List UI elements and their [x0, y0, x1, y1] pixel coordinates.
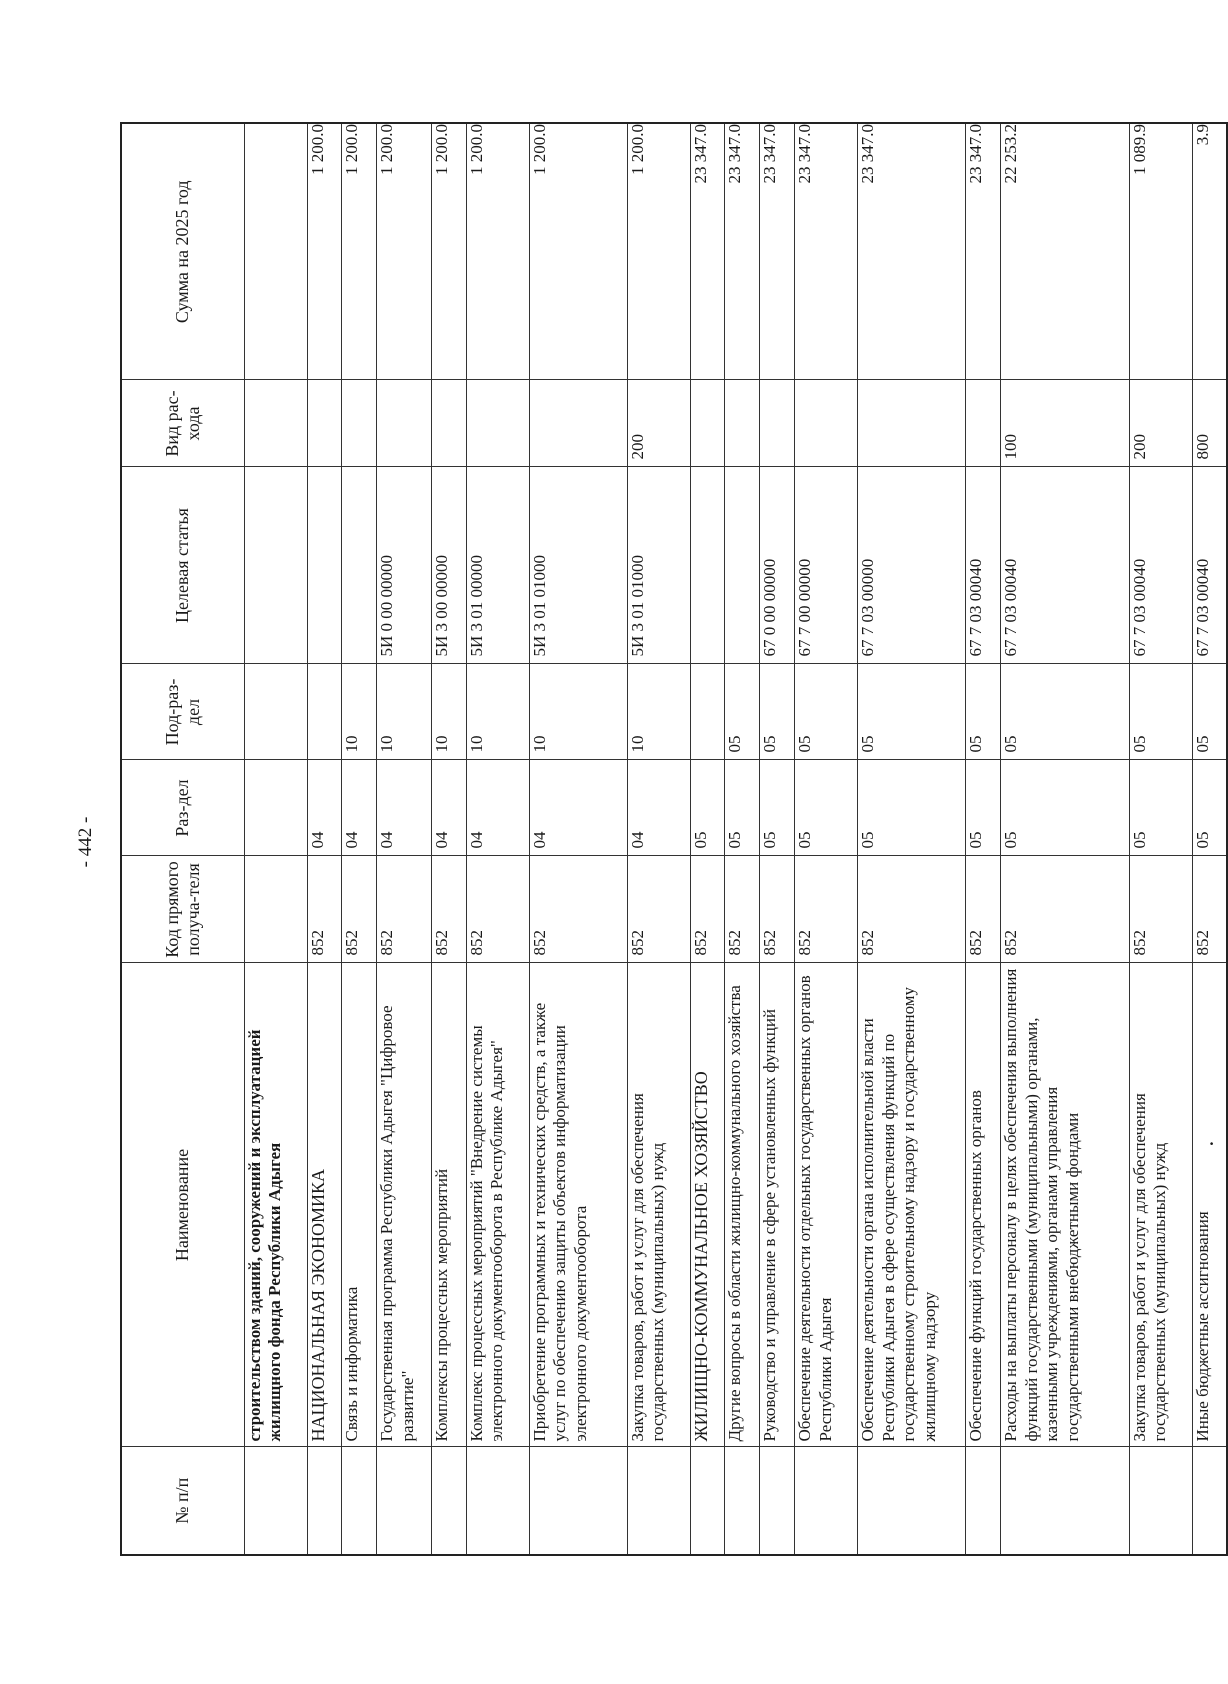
cell-article	[690, 467, 725, 664]
cell-num	[1192, 1447, 1227, 1555]
cell-amount: 1 200.0	[377, 123, 432, 380]
cell-num	[760, 1447, 795, 1555]
cell-amount: 23 347.0	[690, 123, 725, 380]
cell-expense	[690, 380, 725, 467]
cell-article: 5И 0 00 00000	[377, 467, 432, 664]
cell-article: 5И 3 00 00000	[431, 467, 466, 664]
cell-amount: 23 347.0	[760, 123, 795, 380]
cell-section: 05	[794, 760, 857, 856]
cell-subsection: 05	[966, 664, 1001, 760]
cell-recipient: 852	[794, 856, 857, 963]
cell-amount: 23 347.0	[794, 123, 857, 380]
cell-amount: 3.9	[1192, 123, 1227, 380]
cell-num	[529, 1447, 627, 1555]
cell-subsection: 05	[725, 664, 760, 760]
cell-num	[342, 1447, 377, 1555]
cell-section: 04	[431, 760, 466, 856]
cell-subsection: 10	[466, 664, 529, 760]
cell-num	[690, 1447, 725, 1555]
cell-name: Закупка товаров, работ и услуг для обеспечения государственных (муниципальных) нужд	[1129, 963, 1192, 1447]
cell-name: НАЦИОНАЛЬНАЯ ЭКОНОМИКА	[307, 963, 342, 1447]
table-row	[1000, 123, 1129, 1555]
cell-article	[307, 467, 342, 664]
cell-recipient: 852	[1129, 856, 1192, 963]
cell-num	[244, 1447, 307, 1555]
cell-subsection: 05	[858, 664, 966, 760]
cell-expense	[342, 380, 377, 467]
cell-amount	[244, 123, 307, 380]
cell-recipient: 852	[690, 856, 725, 963]
cell-section: 05	[1192, 760, 1227, 856]
cell-expense: 800	[1192, 380, 1227, 467]
cell-recipient: 852	[377, 856, 432, 963]
cell-recipient: 852	[858, 856, 966, 963]
cell-recipient	[244, 856, 307, 963]
cell-recipient: 852	[1192, 856, 1227, 963]
cell-name: Приобретение программных и технических средств, а также услуг по обеспечению защиты объектов информатизации электронного документооборота	[529, 963, 627, 1447]
cell-article	[244, 467, 307, 664]
stray-dot-mark: ·	[1201, 1140, 1221, 1147]
cell-expense	[529, 380, 627, 467]
table-row	[690, 123, 725, 1555]
cell-section: 05	[858, 760, 966, 856]
cell-recipient: 852	[307, 856, 342, 963]
cell-subsection	[244, 664, 307, 760]
cell-name: Обеспечение деятельности отдельных государственных органов Республики Адыгея	[794, 963, 857, 1447]
cell-article	[342, 467, 377, 664]
cell-subsection: 10	[377, 664, 432, 760]
cell-amount: 1 200.0	[307, 123, 342, 380]
cell-name: Обеспечение деятельности органа исполнительной власти Республики Адыгея в сфере осуществления функций по государственному строительному надзору и государственному жилищному надзору	[858, 963, 966, 1447]
cell-article: 67 7 00 00000	[794, 467, 857, 664]
rotated-page	[120, 124, 1228, 1556]
header-subsection: Под-раз-дел	[121, 664, 244, 760]
cell-num	[377, 1447, 432, 1555]
cell-expense	[760, 380, 795, 467]
cell-num	[627, 1447, 690, 1555]
table-body	[244, 123, 1227, 1555]
cell-name: Руководство и управление в сфере установленных функций	[760, 963, 795, 1447]
cell-num	[858, 1447, 966, 1555]
cell-expense	[307, 380, 342, 467]
table-row	[1129, 123, 1192, 1555]
cell-expense	[966, 380, 1001, 467]
cell-num	[1000, 1447, 1129, 1555]
cell-subsection: 10	[529, 664, 627, 760]
cell-amount: 1 200.0	[529, 123, 627, 380]
cell-amount: 1 200.0	[466, 123, 529, 380]
cell-recipient: 852	[529, 856, 627, 963]
cell-subsection: 05	[1000, 664, 1129, 760]
table-row	[466, 123, 529, 1555]
header-recipient: Код прямого получа-теля	[121, 856, 244, 963]
cell-expense: 200	[1129, 380, 1192, 467]
cell-article: 67 7 03 00040	[966, 467, 1001, 664]
cell-section: 04	[307, 760, 342, 856]
cell-section	[244, 760, 307, 856]
cell-num	[1129, 1447, 1192, 1555]
cell-num	[431, 1447, 466, 1555]
cell-recipient: 852	[627, 856, 690, 963]
cell-name: строительством зданий, сооружений и эксплуатацией жилищного фонда Республики Адыгея	[244, 963, 307, 1447]
table-row	[377, 123, 432, 1555]
cell-expense	[431, 380, 466, 467]
cell-amount: 22 253.2	[1000, 123, 1129, 380]
table-row	[342, 123, 377, 1555]
cell-subsection	[690, 664, 725, 760]
table-row	[307, 123, 342, 1555]
cell-name: Связь и информатика	[342, 963, 377, 1447]
header-expense: Вид рас-хода	[121, 380, 244, 467]
cell-amount: 1 089.9	[1129, 123, 1192, 380]
cell-subsection: 10	[627, 664, 690, 760]
table-row	[725, 123, 760, 1555]
header-article: Целевая статья	[121, 467, 244, 664]
cell-subsection: 05	[1192, 664, 1227, 760]
cell-expense	[794, 380, 857, 467]
cell-subsection: 05	[1129, 664, 1192, 760]
page-number: - 442 -	[75, 816, 96, 868]
cell-section: 04	[627, 760, 690, 856]
cell-section: 04	[377, 760, 432, 856]
cell-section: 04	[529, 760, 627, 856]
cell-name: Обеспечение функций государственных органов	[966, 963, 1001, 1447]
cell-section: 05	[1129, 760, 1192, 856]
cell-amount: 1 200.0	[342, 123, 377, 380]
cell-section: 04	[342, 760, 377, 856]
cell-article: 5И 3 01 01000	[529, 467, 627, 664]
cell-expense	[858, 380, 966, 467]
cell-recipient: 852	[431, 856, 466, 963]
cell-section: 05	[690, 760, 725, 856]
cell-num	[307, 1447, 342, 1555]
cell-article: 67 7 03 00000	[858, 467, 966, 664]
cell-num	[794, 1447, 857, 1555]
table-row	[858, 123, 966, 1555]
header-num: № п/п	[121, 1447, 244, 1555]
table-row	[627, 123, 690, 1555]
table-row	[244, 123, 307, 1555]
cell-article	[725, 467, 760, 664]
header-amount: Сумма на 2025 год	[121, 123, 244, 380]
cell-name: Другие вопросы в области жилищно-коммунального хозяйства	[725, 963, 760, 1447]
cell-article: 67 7 03 00040	[1000, 467, 1129, 664]
cell-recipient: 852	[1000, 856, 1129, 963]
cell-expense	[725, 380, 760, 467]
cell-name: Иные бюджетные ассигнования ·	[1192, 963, 1227, 1447]
budget-table	[120, 122, 1228, 1556]
cell-section: 05	[966, 760, 1001, 856]
header-section: Раз-дел	[121, 760, 244, 856]
cell-name: Расходы на выплаты персоналу в целях обеспечения выполнения функций государственными (муниципальными) органами, казенными учреждениями, органами управления государственными внебюджетными фондами	[1000, 963, 1129, 1447]
cell-amount: 23 347.0	[966, 123, 1001, 380]
cell-section: 05	[725, 760, 760, 856]
cell-amount: 23 347.0	[858, 123, 966, 380]
cell-recipient: 852	[760, 856, 795, 963]
cell-recipient: 852	[466, 856, 529, 963]
cell-section: 04	[466, 760, 529, 856]
cell-name: Государственная программа Республики Адыгея "Цифровое развитие"	[377, 963, 432, 1447]
table-row	[760, 123, 795, 1555]
cell-amount: 1 200.0	[627, 123, 690, 380]
cell-name: Закупка товаров, работ и услуг для обеспечения государственных (муниципальных) нужд	[627, 963, 690, 1447]
cell-section: 05	[760, 760, 795, 856]
cell-article: 67 7 03 00040	[1192, 467, 1227, 664]
cell-name: Комплекс процессных мероприятий "Внедрение системы электронного документооборота в Республике Адыгея"	[466, 963, 529, 1447]
cell-num	[466, 1447, 529, 1555]
cell-article: 67 7 03 00040	[1129, 467, 1192, 664]
cell-name: Комплексы процессных мероприятий	[431, 963, 466, 1447]
cell-name: ЖИЛИЩНО-КОММУНАЛЬНОЕ ХОЗЯЙСТВО	[690, 963, 725, 1447]
header-row	[121, 123, 244, 1555]
cell-subsection: 05	[794, 664, 857, 760]
cell-article: 5И 3 01 00000	[466, 467, 529, 664]
cell-expense	[244, 380, 307, 467]
cell-recipient: 852	[725, 856, 760, 963]
cell-section: 05	[1000, 760, 1129, 856]
cell-amount: 1 200.0	[431, 123, 466, 380]
cell-expense	[466, 380, 529, 467]
cell-subsection	[307, 664, 342, 760]
header-name: Наименование	[121, 963, 244, 1447]
cell-num	[725, 1447, 760, 1555]
table-row	[431, 123, 466, 1555]
cell-subsection: 10	[342, 664, 377, 760]
cell-recipient: 852	[342, 856, 377, 963]
table-row	[966, 123, 1001, 1555]
cell-recipient: 852	[966, 856, 1001, 963]
cell-subsection: 10	[431, 664, 466, 760]
cell-amount: 23 347.0	[725, 123, 760, 380]
cell-subsection: 05	[760, 664, 795, 760]
cell-article: 5И 3 01 01000	[627, 467, 690, 664]
cell-expense: 200	[627, 380, 690, 467]
table-row	[1192, 123, 1227, 1555]
table-row	[529, 123, 627, 1555]
cell-expense	[377, 380, 432, 467]
cell-article: 67 0 00 00000	[760, 467, 795, 664]
table-row	[794, 123, 857, 1555]
cell-expense: 100	[1000, 380, 1129, 467]
cell-num	[966, 1447, 1001, 1555]
